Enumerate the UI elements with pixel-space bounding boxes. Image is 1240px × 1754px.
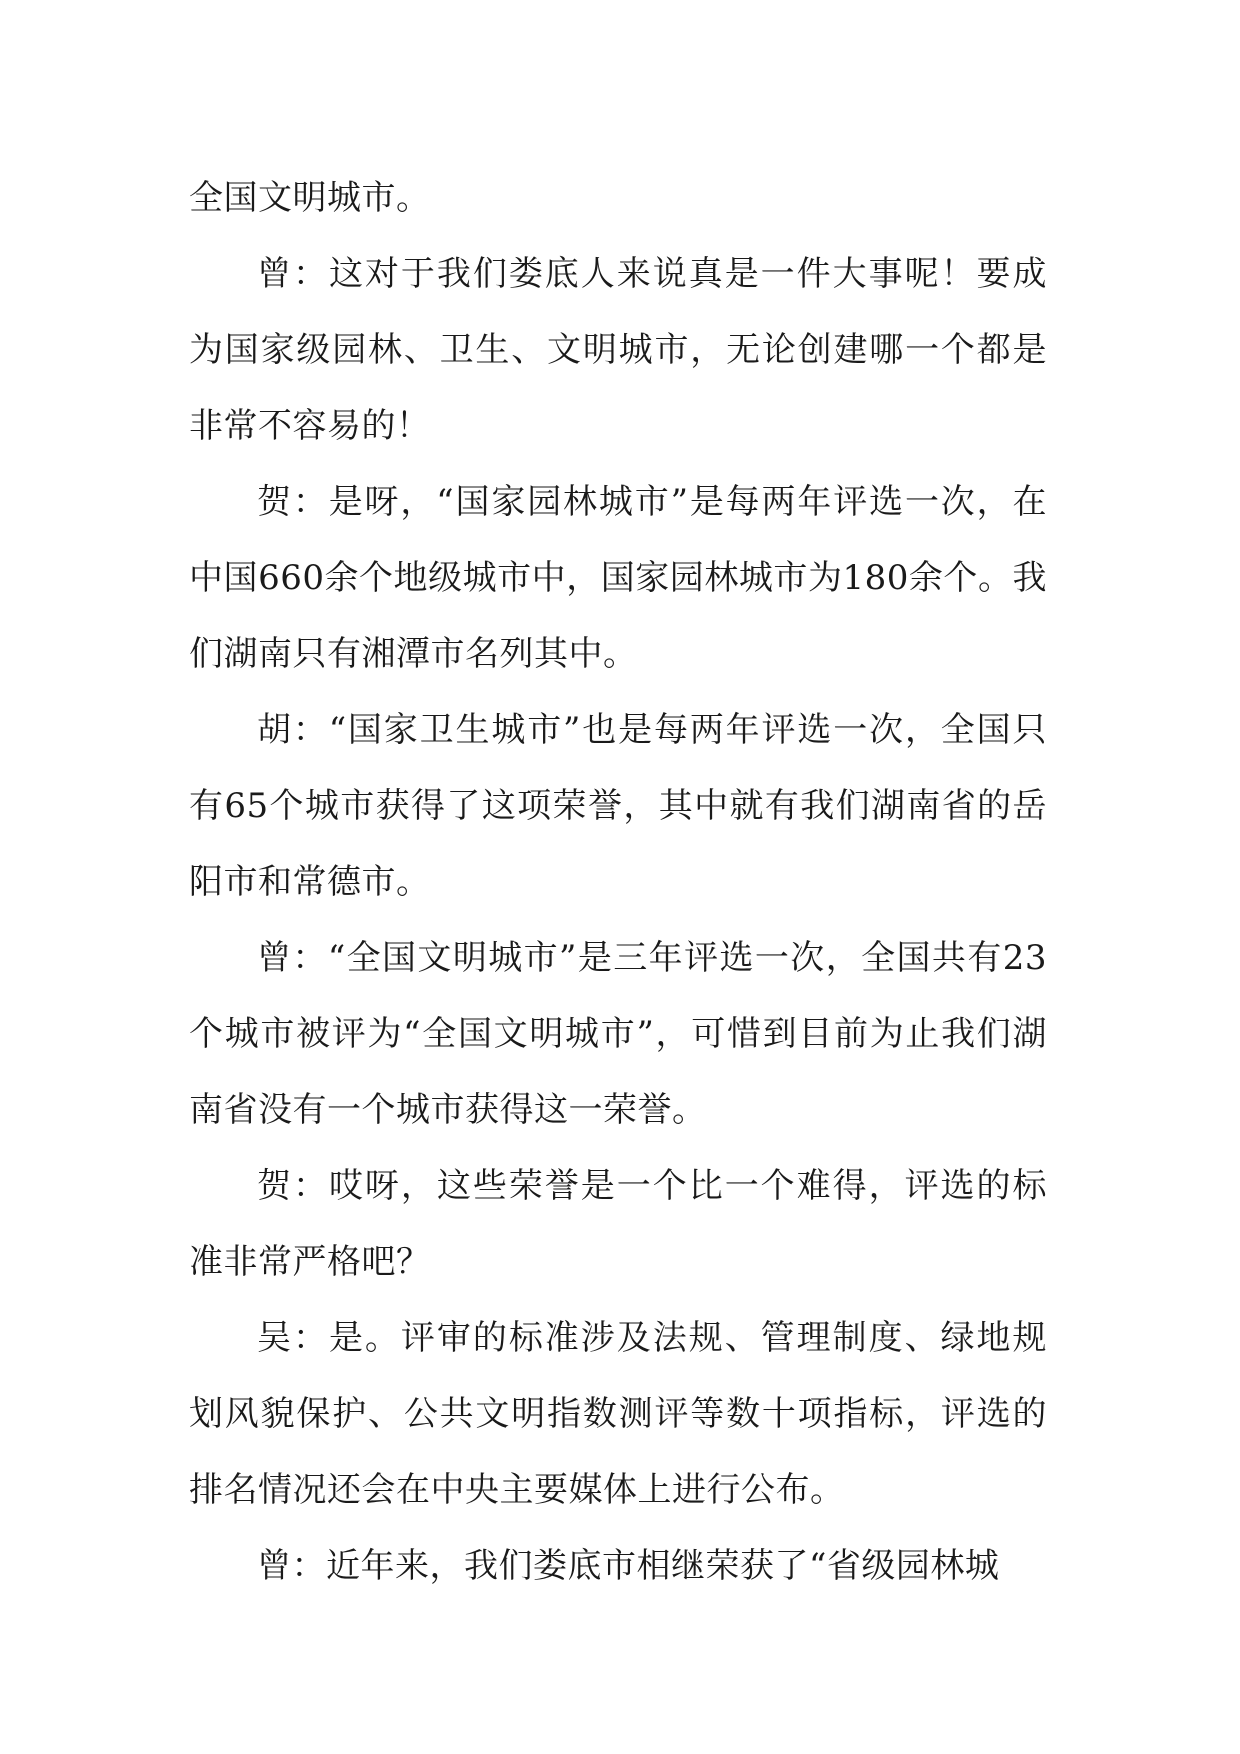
paragraph-zeng-2: 曾：“全国文明城市”是三年评选一次，全国共有23个城市被评为“全国文明城市”，可惜到目前为止我们湖南省没有一个城市获得这一荣誉。: [189, 938, 1047, 1130]
paragraph-continuation: 全国文明城市。: [189, 178, 431, 218]
paragraph-zeng-1: 曾：这对于我们娄底人来说真是一件大事呢！要成为国家级园林、卫生、文明城市，无论创建哪一个都是非常不容易的！: [189, 254, 1047, 446]
paragraph-he-2: 贺：哎呀，这些荣誉是一个比一个难得，评选的标准非常严格吧？: [189, 1166, 1047, 1282]
paragraph-zeng-3: 曾：近年来，我们娄底市相继荣获了“省级园林城: [257, 1546, 1000, 1586]
paragraph-he-1: 贺：是呀，“国家园林城市”是每两年评选一次，在中国660余个地级城市中，国家园林城市为180余个。我们湖南只有湘潭市名列其中。: [189, 482, 1047, 674]
paragraph-wu-1: 吴：是。评审的标准涉及法规、管理制度、绿地规划风貌保护、公共文明指数测评等数十项指标，评选的排名情况还会在中央主要媒体上进行公布。: [189, 1318, 1047, 1510]
document-body: [189, 160, 1047, 1604]
paragraph-hu-1: 胡：“国家卫生城市”也是每两年评选一次，全国只有65个城市获得了这项荣誉，其中就有我们湖南省的岳阳市和常德市。: [189, 710, 1047, 902]
